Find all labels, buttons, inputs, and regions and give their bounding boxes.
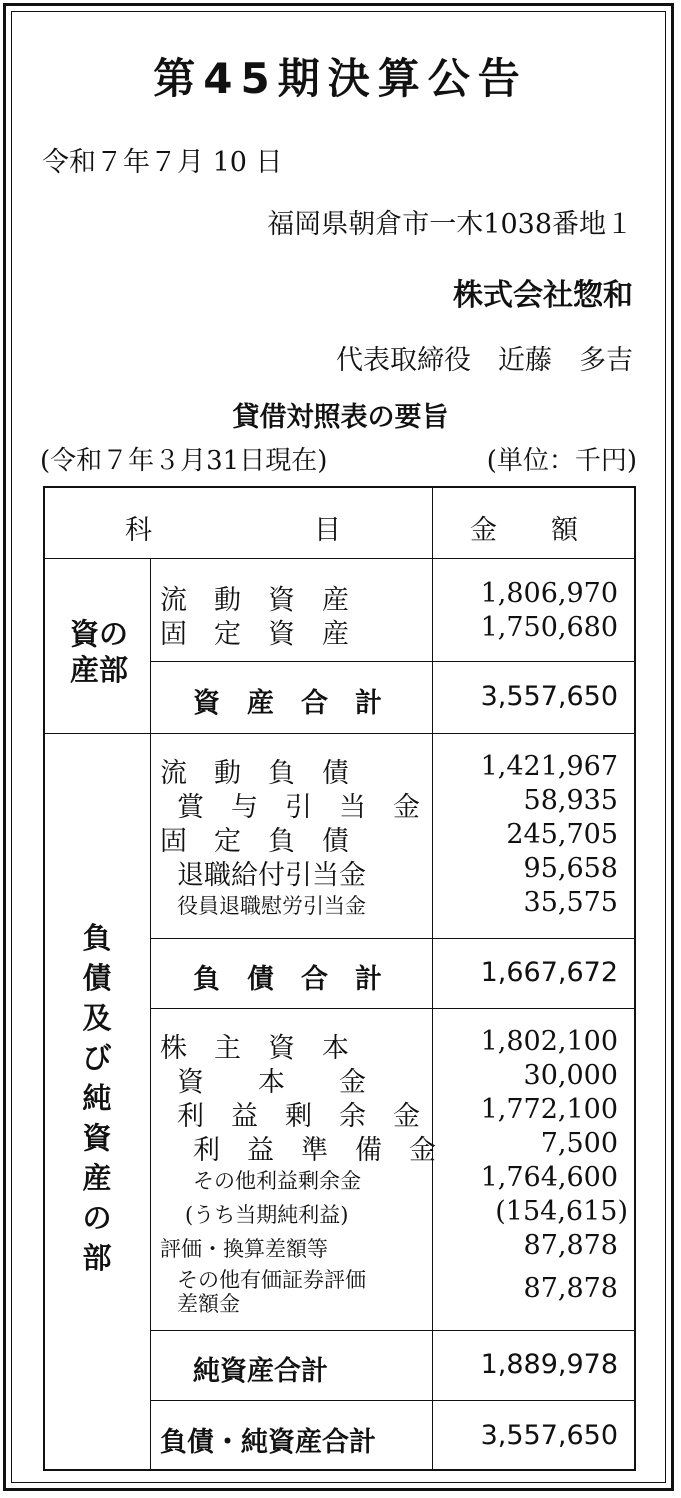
equity-row-label: その他有価証券評価 (177, 1268, 366, 1292)
equity-row-label: (うち当期純利益) (185, 1203, 349, 1227)
equity-row-label: 資 本 金 (177, 1067, 366, 1098)
unit-label: (単位：千円) (486, 446, 637, 476)
equity-total-top-rule (150, 1330, 634, 1331)
grand-total-top-rule (150, 1400, 634, 1401)
equity-row-value: 1,802,100 (480, 1026, 618, 1057)
equity-row-label: その他利益剰余金 (193, 1169, 361, 1193)
assets-section-text: 資の 産部 (69, 617, 128, 687)
liability-row-label: 賞 与 引 当 金 (177, 792, 420, 823)
liability-row-label: 役員退職慰労引当金 (177, 894, 366, 918)
grand-total-value: 3,557,650 (480, 1420, 618, 1451)
equity-row-value: (154,615) (495, 1196, 628, 1227)
equity-row-value: 7,500 (540, 1128, 618, 1159)
notice-date: 令和７年７月 10 日 (42, 147, 283, 178)
liability-total-label: 負 債 合 計 (193, 964, 382, 995)
equity-row-value: 1,764,600 (480, 1162, 618, 1193)
grand-total-label: 負債・純資産合計 (160, 1427, 376, 1458)
company-name: 株式会社惣和 (453, 278, 633, 313)
liability-row-label: 固 定 負 債 (160, 826, 349, 857)
liability-row-value: 245,705 (506, 819, 618, 850)
liability-row-label: 流 動 負 債 (160, 758, 349, 789)
liability-row-value: 58,935 (523, 785, 618, 816)
liab-total-top-rule (150, 938, 634, 939)
asset-row-label: 流 動 資 産 (160, 585, 349, 616)
header-rule (45, 558, 634, 559)
col-header-item: 科 目 (125, 515, 341, 546)
liability-row-value: 95,658 (523, 853, 618, 884)
col-header-amount: 金 額 (470, 515, 578, 546)
equity-row-label: 利 益 準 備 金 (193, 1135, 436, 1166)
asset-total-label: 資 産 合 計 (193, 688, 382, 719)
equity-row-value: 1,772,100 (480, 1094, 618, 1125)
asset-total-value: 3,557,650 (480, 681, 618, 712)
amount-column-rule (432, 488, 433, 1469)
equity-row-label: 利 益 剰 余 金 (177, 1101, 420, 1132)
equity-total-value: 1,889,978 (480, 1349, 618, 1380)
asset-row-label: 固 定 資 産 (160, 619, 349, 650)
section-column-rule (150, 558, 151, 1469)
section-rule (45, 733, 634, 734)
liability-row-value: 1,421,967 (480, 751, 618, 782)
equity-row-label: 評価・換算差額等 (160, 1237, 328, 1261)
asset-row-value: 1,806,970 (480, 578, 618, 609)
company-address: 福岡県朝倉市一木1038番地１ (267, 209, 633, 240)
liability-total-value: 1,667,672 (480, 957, 618, 988)
balance-sheet-title: 貸借対照表の要旨 (232, 402, 449, 433)
asset-row-value: 1,750,680 (480, 612, 618, 643)
liability-row-label: 退職給付引当金 (177, 860, 366, 891)
notice-title: 第45期決算公告 (153, 54, 528, 103)
representative: 代表取締役 近藤 多吉 (336, 345, 633, 376)
equity-row-value: 30,000 (523, 1060, 618, 1091)
equity-total-label: 純資産合計 (193, 1356, 328, 1387)
balance-sheet-table (43, 486, 636, 1471)
equity-row-label: 株 主 資 本 (160, 1033, 349, 1064)
liab-total-bottom-rule (150, 1008, 634, 1009)
liabilities-section-label: 負債及び純資産の部 (82, 921, 112, 1275)
equity-row-value: 87,878 (523, 1273, 618, 1304)
asset-total-rule (150, 661, 634, 662)
assets-section-label (57, 616, 141, 688)
liability-row-value: 35,575 (523, 887, 618, 918)
equity-row-value: 87,878 (523, 1230, 618, 1261)
equity-row-label-line2: 差額金 (177, 1292, 240, 1316)
as-of-date: (令和７年３月31日現在) (40, 446, 328, 476)
